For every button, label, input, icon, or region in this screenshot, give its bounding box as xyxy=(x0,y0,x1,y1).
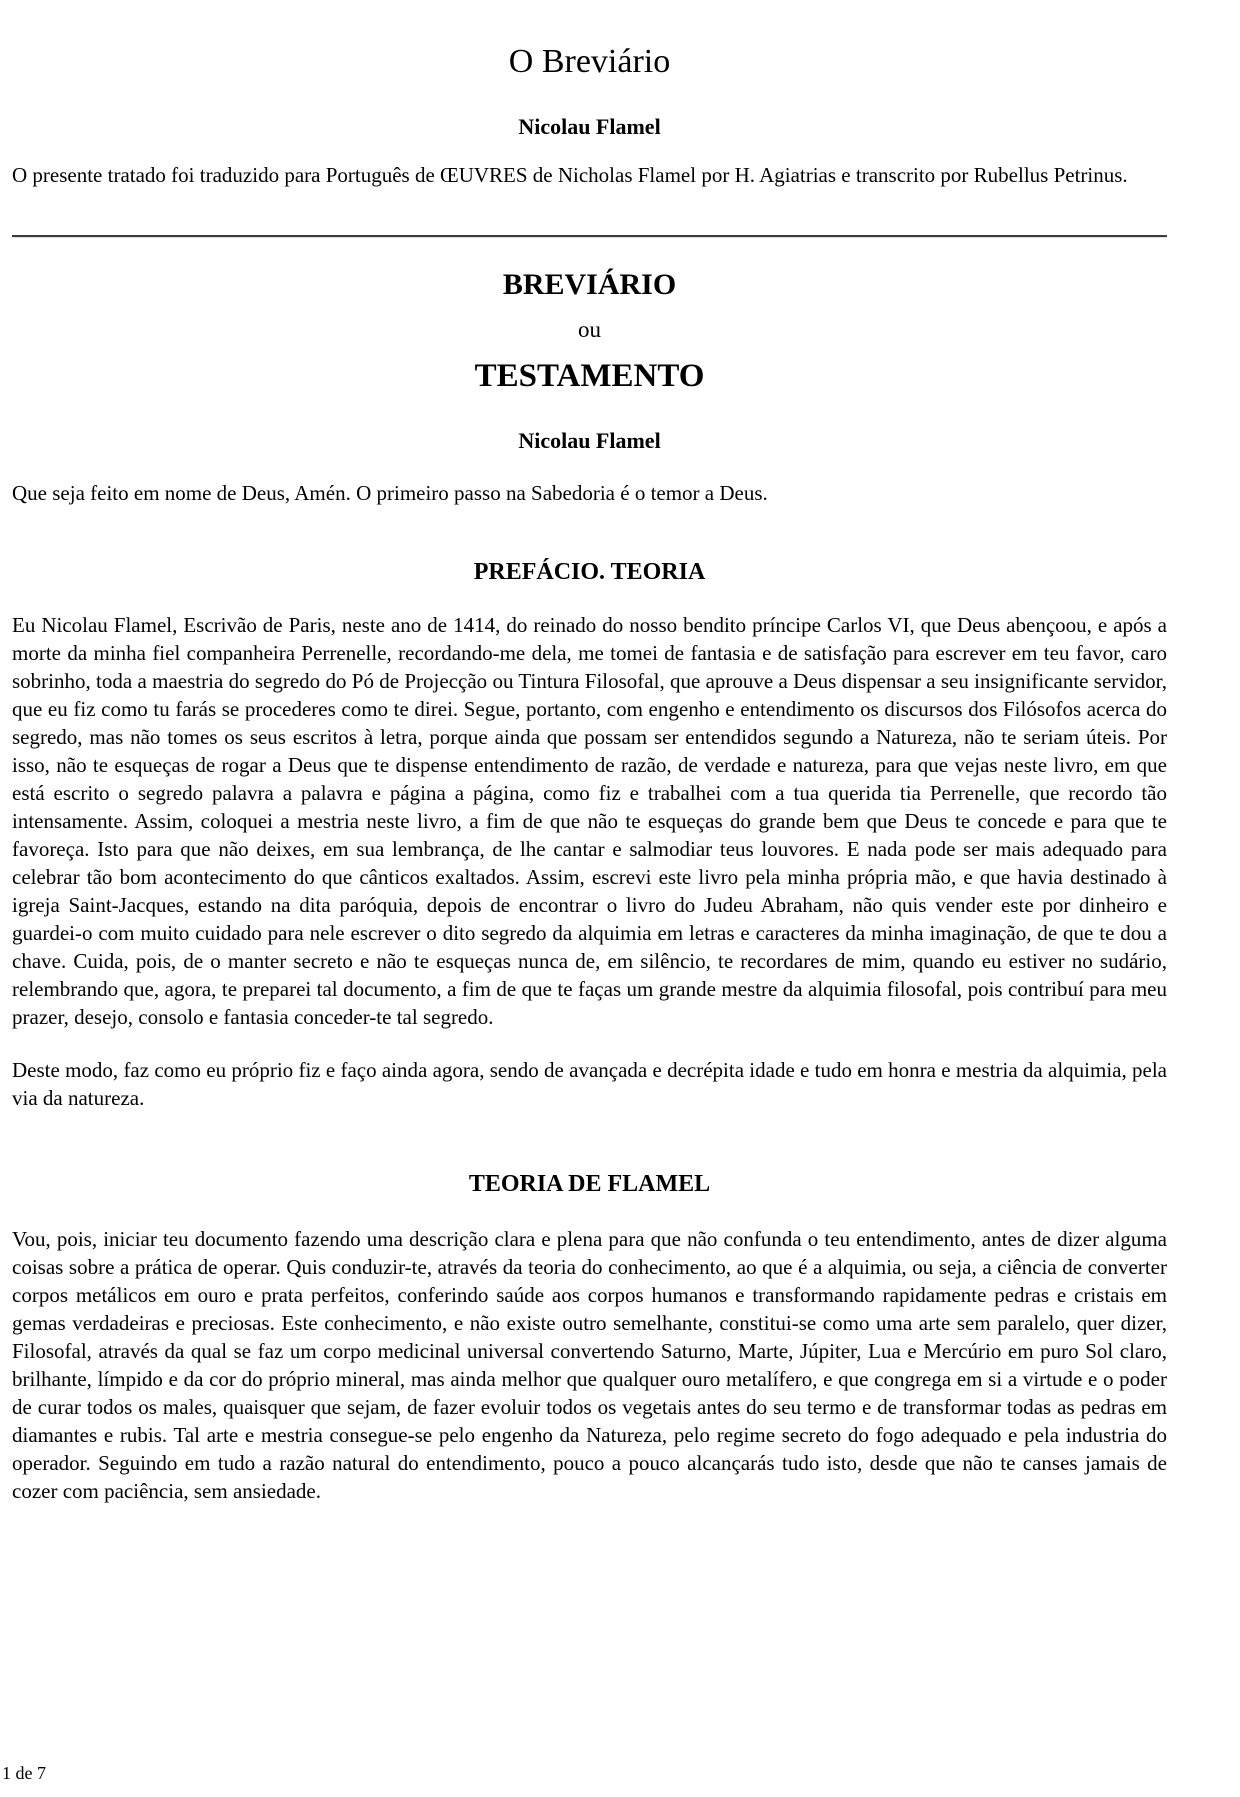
document-page xyxy=(0,42,1240,1505)
section-heading-prefacio-teoria: PREFÁCIO. TEORIA xyxy=(473,559,706,585)
prefacio-paragraph-1: Eu Nicolau Flamel, Escrivão de Paris, neste ano de 1414, do reinado do nosso bendito príncipe Carlos VI, que Deus abençoou, e após a morte da minha fiel companheira Perrenelle, recordando-me dela, me tomei de fantasia e de satisfação para escrever em teu favor, caro sobrinho, toda a maestria do segredo do Pó de Projecção ou Tintura Filosofal, que aprouve a Deus dispensar a seu insignificante servidor, que eu fiz como tu farás se procederes como te direi. Segue, portanto, com engenho e entendimento os discursos dos Filósofos acerca do segredo, mas não tomes os seus escritos à letra, porque ainda que possam ser entendidos segundo a Natureza, não te seriam úteis. Por isso, não te esqueças de rogar a Deus que te dispense entendimento de razão, de verdade e natureza, para que vejas neste livro, em que está escrito o segredo palavra a palavra e página a página, como fiz e trabalhei com a tua querida tia Perrenelle, que recordo tão intensamente. Assim, coloquei a mestria neste livro, a fim de que não te esqueças do grande bem que Deus te concede e para que te favoreça. Isto para que não deixes, em sua lembrança, de lhe cantar e salmodiar teus louvores. E nada pode ser mais adequado para celebrar tão bom acontecimento do que cânticos exaltados. Assim, escrevi este livro pela minha própria mão, e que havia destinado à igreja Saint-Jacques, estando na dita paróquia, depois de encontrar o livro do Judeu Abraham, não quis vender este por dinheiro e guardei-o com muito cuidado para nele escrever o dito segredo da alquimia em letras e caracteres da minha imaginação, de que te dou a chave. Cuida, pois, de o manter secreto e não te esqueças nunca de, em silêncio, te recordares de mim, quando eu estiver no sudário, relembrando que, agora, te preparei tal documento, a fim de que te faças um grande mestre da alquimia filosofal, pois contribuí para meu prazer, desejo, consolo e fantasia conceder-te tal segredo. xyxy=(12,613,1167,1029)
author-byline-second: Nicolau Flamel xyxy=(518,428,661,453)
translation-note: O presente tratado foi traduzido para Português de ŒUVRES de Nicholas Flamel por H. Agiatrias e transcrito por Rubellus Petrinus. xyxy=(12,163,1128,187)
section-heading-teoria-de-flamel: TEORIA DE FLAMEL xyxy=(468,1171,711,1197)
author-byline: Nicolau Flamel xyxy=(518,114,661,139)
page-number-footer: 1 de 7 xyxy=(2,1763,46,1783)
prefacio-paragraph-2: Deste modo, faz como eu próprio fiz e faço ainda agora, sendo de avançada e decrépita idade e tudo em honra e mestria da alquimia, pela via da natureza. xyxy=(12,1058,1167,1110)
teoria-paragraph-1: Vou, pois, iniciar teu documento fazendo uma descrição clara e plena para que não confunda o teu entendimento, antes de dizer alguma coisas sobre a prática de operar. Quis conduzir-te, através da teoria do conhecimento, ao que é a alquimia, ou seja, a ciência de converter corpos metálicos em ouro e prata perfeitos, conferindo saúde aos corpos humanos e transformando rapidamente pedras e cristais em gemas verdadeiras e preciosas. Este conhecimento, e não existe outro semelhante, constitui-se como uma arte sem paralelo, quer dizer, Filosofal, através da qual se faz um corpo medicinal universal convertendo Saturno, Marte, Júpiter, Lua e Mercúrio em puro Sol claro, brilhante, límpido e da cor do próprio mineral, mas ainda melhor que qualquer ouro metalífero, e que congrega em si a virtude e o poder de curar todos os males, quaisquer que sejam, de fazer evoluir todos os vegetais antes do seu termo e de transformar todas as pedras em diamantes e rubis. Tal arte e mestria consegue-se pelo engenho da Natureza, pelo regime secreto do fogo adequado e pela industria do operador. Seguindo em tudo a razão natural do entendimento, pouco a pouco alcançarás tudo isto, desde que não te canses jamais de cozer com paciência, sem ansiedade. xyxy=(12,1227,1167,1503)
page-title: O Breviário xyxy=(508,43,671,80)
title-ou: ou xyxy=(578,317,601,342)
title-testamento: TESTAMENTO xyxy=(474,358,705,394)
title-breviario: BREVIÁRIO xyxy=(502,268,677,301)
invocation-line: Que seja feito em nome de Deus, Amén. O primeiro passo na Sabedoria é o temor a Deus. xyxy=(12,481,768,505)
horizontal-divider xyxy=(12,235,1167,238)
